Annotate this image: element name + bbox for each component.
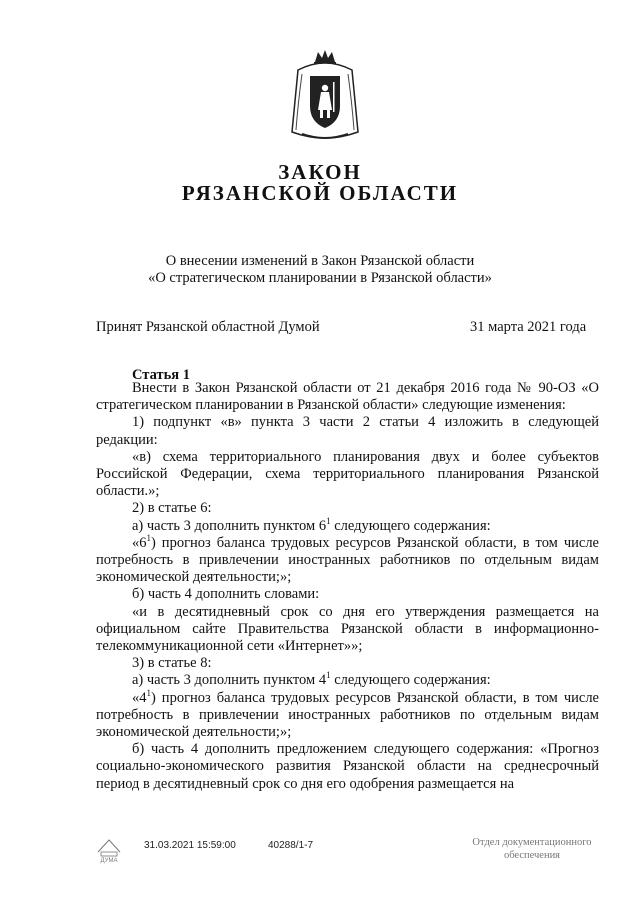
paragraph: 2) в статье 6: xyxy=(132,500,212,517)
registration-number: 40288/1-7 xyxy=(268,840,314,851)
paragraph: 1) подпункт «в» пункта 3 части 2 статьи 4 изложить в следующей редакции: xyxy=(96,414,599,448)
adopted-by: Принят Рязанской областной Думой xyxy=(96,319,320,335)
document-title-line1: ЗАКОН xyxy=(278,160,362,184)
paragraph: «и в десятидневный срок со дня его утверждения размещается на официальном сайте Правительства Рязанской области в информационно-телекоммуникационной сети «Интернет»»; xyxy=(96,603,599,655)
paragraph: «$6^1$) прогноз баланса трудовых ресурсов Рязанской области, в том числе потребность в привлечении иностранных работников по отдельным видам экономической деятельности;»; xyxy=(96,533,599,586)
article-heading: Статья 1 xyxy=(132,367,190,383)
paragraph: а) часть 3 дополнить пунктом $4^1$ следующего содержания: xyxy=(132,670,491,689)
law-subject-line1: О внесении изменений в Закон Рязанской области xyxy=(165,253,475,269)
article-body xyxy=(96,380,599,793)
paragraph: а) часть 3 дополнить пунктом $6^1$ следующего содержания: xyxy=(132,515,491,534)
paragraph: «в) схема территориального планирования двух и более субъектов Российской Федерации, схема территориального планирования Рязанской области.»; xyxy=(96,448,599,500)
department-stamp: Отдел документационного обеспечения xyxy=(472,837,592,861)
duma-stamp-icon xyxy=(92,834,126,864)
adoption-date: 31 марта 2021 года xyxy=(470,319,587,335)
paragraph: б) часть 4 дополнить словами: xyxy=(132,586,320,603)
paragraph: Внести в Закон Рязанской области от 21 декабря 2016 года № 90-ОЗ «О стратегическом планировании в Рязанской области» следующие изменения: xyxy=(96,380,599,414)
law-subject-line2: «О стратегическом планировании в Рязанской области» xyxy=(148,270,492,286)
paragraph: «$4^1$) прогноз баланса трудовых ресурсов Рязанской области, в том числе потребность в привлечении иностранных работников по отдельным видам экономической деятельности;»; xyxy=(96,687,599,741)
document-title-line2: РЯЗАНСКОЙ ОБЛАСТИ xyxy=(181,181,459,205)
registration-timestamp: 31.03.2021 15:59:00 xyxy=(144,840,236,851)
paragraph: б) часть 4 дополнить предложением следующего содержания: «Прогноз социально-экономического развития Рязанской области на среднесрочный период в десятидневный срок со дня его одобрения размещается на xyxy=(96,741,599,792)
svg-text:ДУМА: ДУМА xyxy=(100,858,118,864)
paragraph: 3) в статье 8: xyxy=(132,655,212,672)
coat-of-arms-emblem xyxy=(288,48,362,144)
